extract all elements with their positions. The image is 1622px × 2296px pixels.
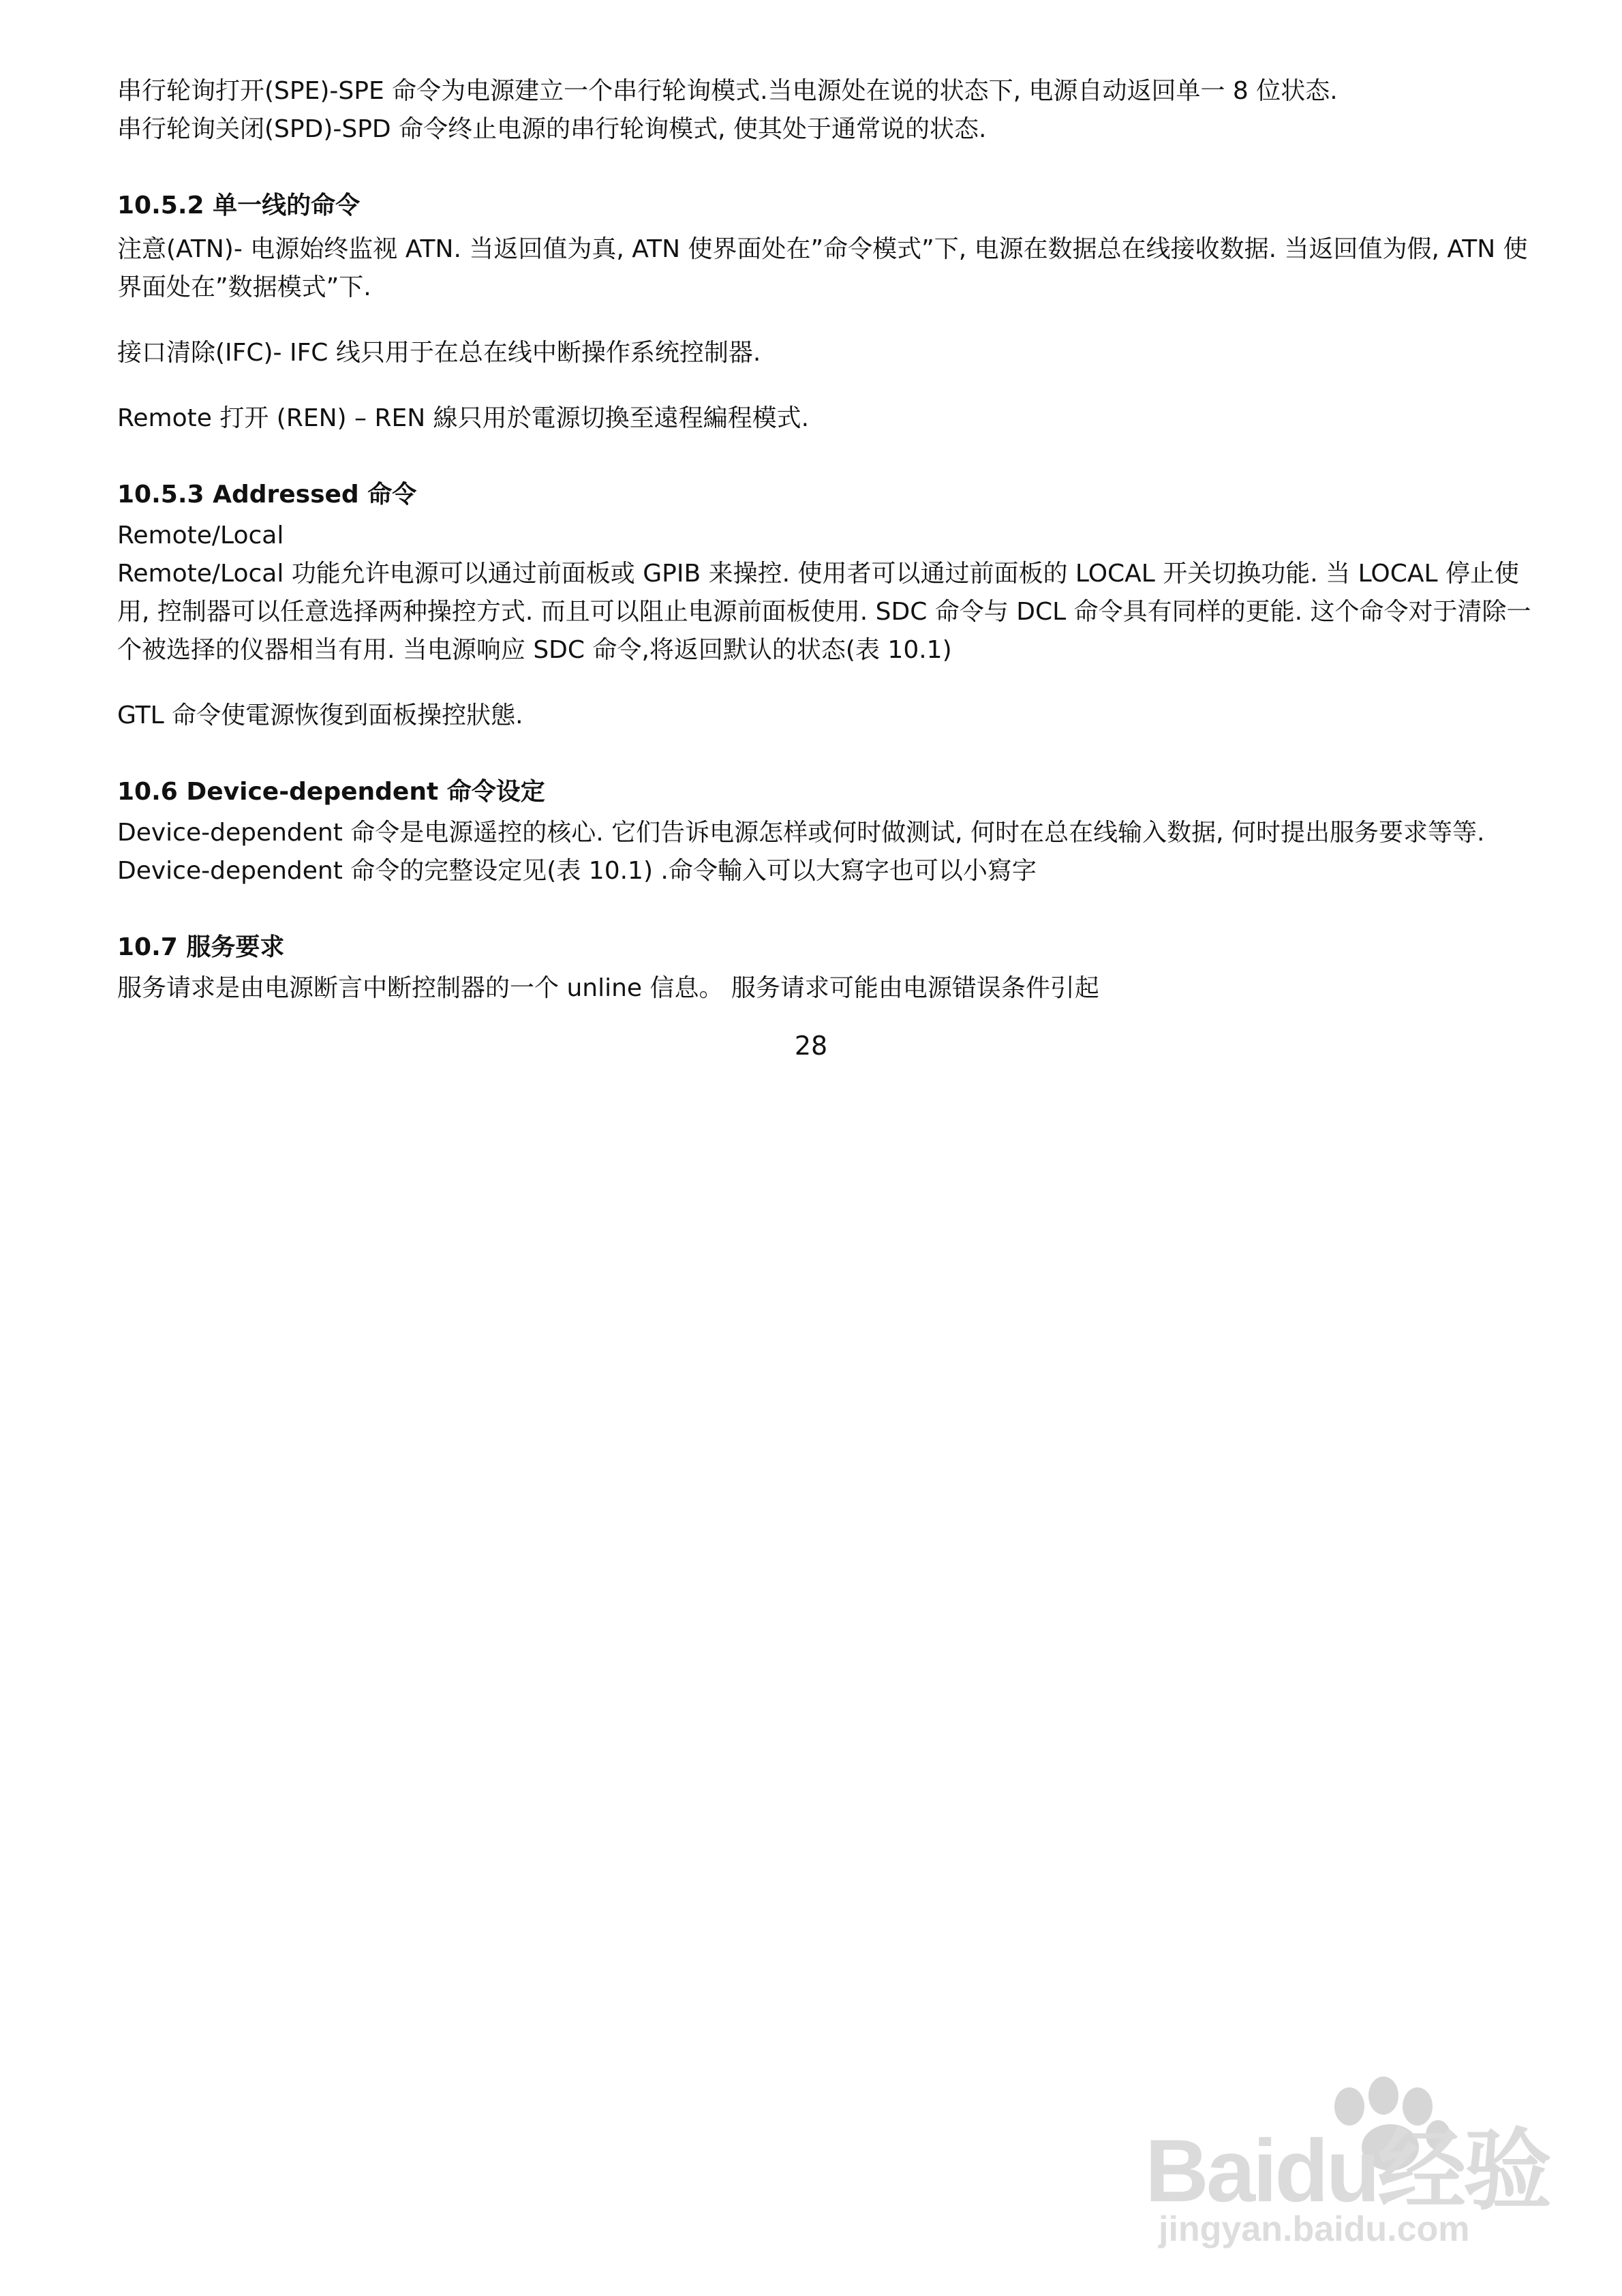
paragraph-spe: 串行轮询打开(SPE)-SPE 命令为电源建立一个串行轮询模式.当电源处在说的状态下, 电源自动返回单一 8 位状态.: [117, 77, 1338, 105]
paragraph-ifc: 接口清除(IFC)- IFC 线只用于在总在线中断操作系统控制器.: [117, 339, 761, 367]
heading-10-6: 10.6 Device-dependent 命令设定: [117, 778, 545, 806]
paragraph-service-request: 服务请求是由电源断言中断控制器的一个 unline 信息。 服务请求可能由电源错误条件引起: [117, 974, 1099, 1002]
paragraph-remote-local: Remote/Local 功能允许电源可以通过前面板或 GPIB 来操控. 使用者可以通过前面板的 LOCAL 开关切换功能. 当 LOCAL 停止使用, 控制器可以任意选择两种操控方式. 而且可以阻止电源前面板使用. SDC 命令与 DCL 命令具有同样的更能. 这个命令对于清除一个被选择的仪器相当有用. 当电源响应 SDC 命令,将返回默认的状态(表 10.1): [117, 560, 1531, 664]
heading-10-5-3: 10.5.3 Addressed 命令: [117, 481, 417, 509]
document-body: [117, 72, 1548, 1008]
paragraph-gtl: GTL 命令使電源恢復到面板操控狀態.: [117, 701, 523, 729]
paragraph-atn: 注意(ATN)- 电源始终监视 ATN. 当返回值为真, ATN 使界面处在”命令模式”下, 电源在数据总在线接收数据. 当返回值为假, ATN 使界面处在”数据模式”下.: [117, 235, 1528, 301]
heading-10-5-2: 10.5.2 单一线的命令: [117, 192, 361, 220]
paragraph-ren: Remote 打开 (REN) – REN 線只用於電源切換至遠程編程模式.: [117, 404, 810, 432]
baidu-watermark-logo: [1145, 2072, 1581, 2256]
page-number: 28: [794, 1031, 828, 1061]
heading-10-7: 10.7 服务要求: [117, 933, 285, 961]
paragraph-spd: 串行轮询关闭(SPD)-SPD 命令终止电源的串行轮询模式, 使其处于通常说的状态.: [117, 115, 987, 143]
watermark-brand: Baidu经验: [1145, 2121, 1550, 2220]
paragraph-device-dependent: Device-dependent 命令是电源遥控的核心. 它们告诉电源怎样或何时做测试, 何时在总在线输入数据, 何时提出服务要求等等. Device-dependent 命令的完整设定见(表 10.1) .命令輸入可以大寫字也可以小寫字: [117, 819, 1485, 885]
watermark-url: jingyan.baidu.com: [1159, 2209, 1470, 2249]
subtitle-remote-local: Remote/Local: [117, 522, 284, 549]
